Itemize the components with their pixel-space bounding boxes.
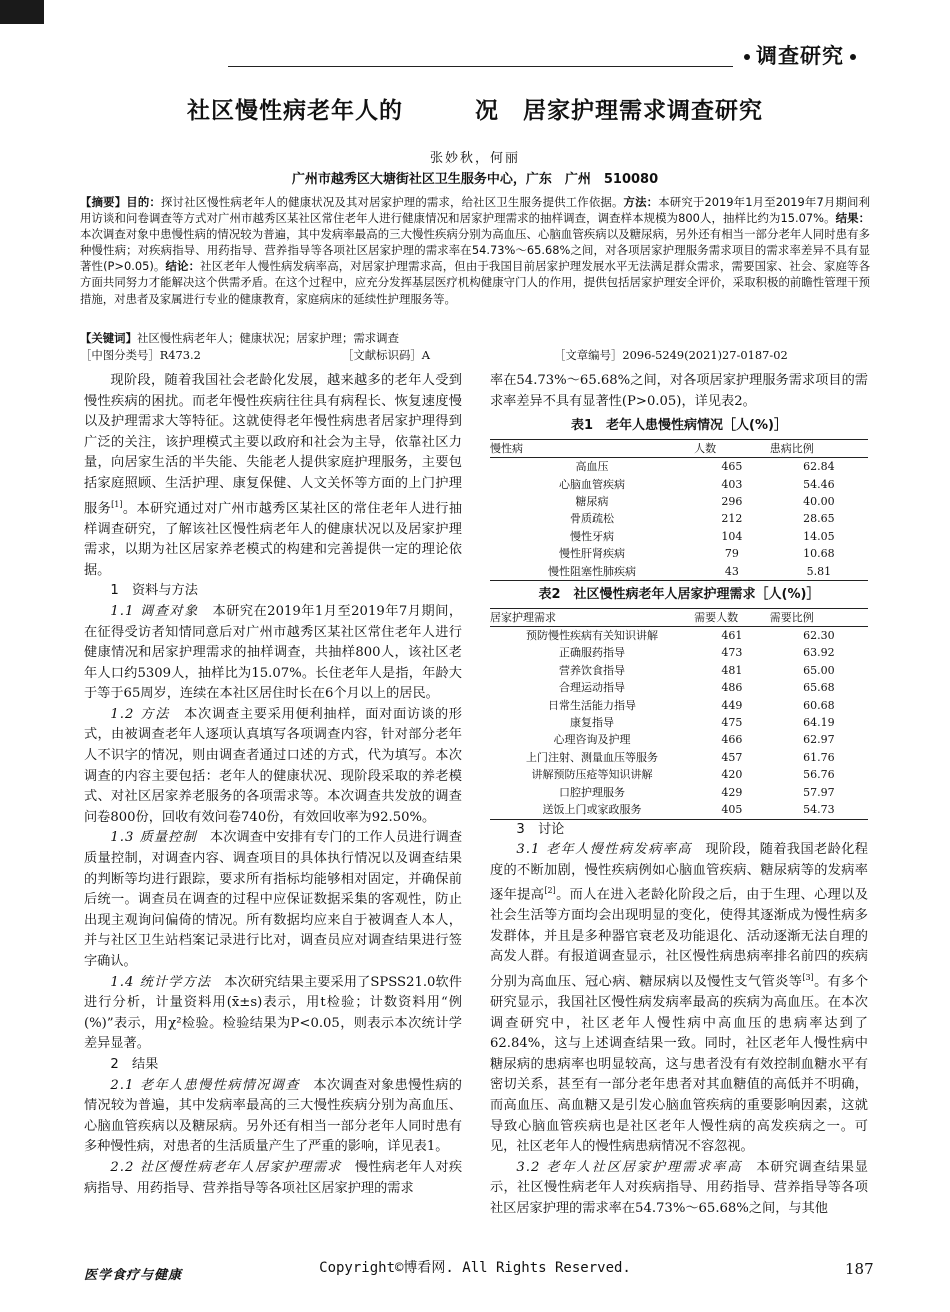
page-number: 187 xyxy=(845,1260,874,1278)
header-rule xyxy=(228,66,733,67)
section-3-1 xyxy=(490,840,868,1158)
bullet-dot-icon xyxy=(850,54,856,60)
section-2-1-label: 2.1 老年人患慢性病情况调查 xyxy=(110,1077,300,1093)
intro-paragraph xyxy=(84,371,462,581)
table-cell: 465 xyxy=(721,460,743,474)
copyright: Copyright©博看网. All Rights Reserved. xyxy=(319,1260,631,1276)
table-cell: 64.19 xyxy=(803,716,835,730)
keywords-label: 【关键词】 xyxy=(80,331,137,345)
section-2-1-text: 本次调查对象患慢性病的情况较为普遍，其中发病率最高的三大慢性疾病分别为高血压、心脑血管疾病以及糖尿病。另外还有相当一部分老年人同时患有多种慢性病，对患者的生活质量产生了严重的影响，详见表1。 xyxy=(84,1077,462,1155)
section-tag xyxy=(738,40,862,70)
section-tag-label: 调查研究 xyxy=(756,44,844,68)
table-row xyxy=(490,458,868,476)
table-2-header-cell: 居家护理需求 xyxy=(490,608,694,626)
table-2-header-cell: 需要比例 xyxy=(770,608,868,626)
ref-3[interactable]: [3] xyxy=(802,973,814,983)
section-3-1-text-c: 。有多个研究显示，我国社区慢性病发病率最高的疾病为高血压。在本次调查研究中，社区老年人慢性病中高血压的患病率达到了62.84%，这与上述调查结果一致。同时，社区老年人慢性病中糖尿病的患病率也明显较高，这与患者没有有效控制血糖水平有密切关系，甚至有一部分老年患者对其血糖值的高低并不明确，而高血压、高血糖又是引发心脑血管疾病的重要影响因素，这就导致心脑血管疾病也是社区老年人慢性病的高发疾病之一。可见，社区老年人的慢性病患病情况不容忽视。 xyxy=(490,974,869,1155)
table-cell: 10.68 xyxy=(803,547,835,561)
clc-number: ［中图分类号］R473.2 xyxy=(80,348,201,362)
table-cell: 429 xyxy=(721,785,743,799)
table-cell: 486 xyxy=(721,681,743,695)
table-cell: 讲解预防压疮等知识讲解 xyxy=(531,768,653,782)
section-3-1-text-b: 。而人在进入老龄化阶段之后，由于生理、心理以及社会生活等方面均会出现明显的变化，使得其逐渐成为慢性病多发群体，并且是多种器官衰老及功能退化、活动逐渐无法自理的高发人群。有报道调查显示，社区慢性病患病率排名前四的疾病分别为高血压、冠心病、糖尿病以及慢性支气管炎等 xyxy=(490,887,869,990)
conclusion-text: 社区老年人慢性病发病率高，对居家护理需求高，但由于我国目前居家护理发展水平无法满足群众需求，需要国家、社会、家庭等各方面共同努力才能解决这个供需矛盾。在这个过程中，应充分发挥基层医疗机构健康守门人的作用，提供包括居家护理安全评价，采取积极的前瞻性管理干预措施，对患者及家属进行专业的健康教育，家庭病床的延续性护理服务等。 xyxy=(80,259,870,306)
conclusion-label: 结论： xyxy=(165,259,201,274)
corner-block xyxy=(0,0,44,24)
heading-discussion: 3 讨论 xyxy=(516,821,565,837)
methods-label: 方法： xyxy=(623,195,659,209)
intro-tail: 。本研究通过对广州市越秀区某社区的常住老年人进行抽样调查研究，了解该社区慢性病老年人的健康状况以及居家护理需求，以期为社区居家养老模式的构建和完善提供一定的理论依据。 xyxy=(84,500,463,578)
table-cell: 57.97 xyxy=(803,785,835,799)
table-cell: 合理运动指导 xyxy=(559,681,626,695)
methods-text: 本研究于2019年1月至2019年7月期间利用访谈和问卷调查等方式对广州市越秀区某社区常住老年人进行健康情况和居家护理需求的抽样调查，调查样本规模为800人，抽样比约为15.07%。 xyxy=(80,195,870,226)
doc-code: ［文献标识码］A xyxy=(342,348,430,362)
table-row xyxy=(490,510,868,527)
section-3-1-text-a: 现阶段，随着我国老龄化程度的不断加剧，慢性疾病例如心脑血管疾病、糖尿病等的发病率逐年提高 xyxy=(490,842,868,903)
table-row xyxy=(490,731,868,748)
table-cell: 慢性阻塞性肺疾病 xyxy=(490,563,694,581)
section-1-3-text: 本次调查中安排有专门的工作人员进行调查质量控制，对调查内容、调查项目的具体执行情况以及调查结果的判断等均进行跟踪，要求所有指标均能够相对固定，并确保前后统一。调查员在调查的过程中应保证数据采集的客观性，防止出现主观询问偏倚的情况。所有数据均应来自于被调查人本人，并与社区卫生站档案记录进行比对，调查员应对调查结果进行签字确认。 xyxy=(84,830,463,970)
table-cell: 预防慢性疾病有关知识讲解 xyxy=(526,629,659,643)
table-cell: 449 xyxy=(721,698,743,712)
table-row xyxy=(490,749,868,766)
table-row xyxy=(490,662,868,679)
table-cell: 慢性肝肾疾病 xyxy=(559,547,626,561)
table-1-caption: 表1 老年人患慢性病情况［人(%)］ xyxy=(571,418,787,434)
table-row xyxy=(490,801,868,819)
table-cell: 296 xyxy=(721,495,743,508)
table-cell: 56.76 xyxy=(803,768,835,782)
section-3-2-text: 本研究调查结果显示，社区慢性病老年人对疾病指导、用药指导、营养指导等各项社区居家护理的需求率在54.73%～65.68%之间，与其他 xyxy=(490,1159,868,1216)
table-cell: 慢性牙病 xyxy=(570,529,615,543)
table-cell: 473 xyxy=(721,646,743,660)
section-2-2-continued: 率在54.73%～65.68%之间，对各项居家护理服务需求项目的需求率差异不具有显著性(P>0.05)，详见表2。 xyxy=(490,373,868,409)
table-2-caption: 表2 社区慢性病老年人居家护理需求［人(%)］ xyxy=(538,587,820,603)
table-cell: 28.65 xyxy=(803,512,835,526)
table-row xyxy=(490,697,868,714)
section-2-1 xyxy=(84,1076,462,1158)
table-row xyxy=(490,784,868,801)
section-2-2-label: 2.2 社区慢性病老年人居家护理需求 xyxy=(110,1159,342,1175)
objective-text: 探讨社区慢性病老年人的健康状况及其对居家护理的需求，给社区卫生服务提供工作依据。 xyxy=(160,195,624,209)
section-1-1 xyxy=(84,602,462,705)
results-text: 本次调查对象中患慢性病的情况较为普遍，其中发病率最高的三大慢性疾病分别为高血压、心脑血管疾病以及糖尿病，另外还有相当一部分老年人同时患有多种慢性病；对疾病指导、用药指导、营养指导等各项社区居家护理的需求率在54.73%～65.68%之间，对各项居家护理服务需求项目的需求率差异不具有显著性(P>0.05)。 xyxy=(80,227,870,274)
table-row xyxy=(490,528,868,545)
section-3-2-label: 3.2 老年人社区居家护理需求率高 xyxy=(516,1159,743,1175)
left-column xyxy=(84,371,462,1199)
heading-methods: 1 资料与方法 xyxy=(110,583,198,599)
table-cell: 54.73 xyxy=(770,801,868,819)
table-cell: 骨质疏松 xyxy=(570,512,615,526)
table-cell: 62.97 xyxy=(803,733,835,747)
table-cell: 104 xyxy=(721,529,743,543)
table-row xyxy=(490,714,868,731)
table-cell: 65.68 xyxy=(803,681,835,695)
abstract xyxy=(80,194,870,307)
section-1-2-text: 本次调查主要采用便利抽样，面对面访谈的形式，由被调查老年人逐项认真填写各项调查内容，针对部分老年人不识字的情况，则由调查者通过口述的方式，代为填写。本次调查的内容主要包括：老年人的健康状况、现阶段采取的养老模式、对社区居家养老服务的各项需求等。本次调查共发放的调查问卷800份，回收有效问卷740份，有效回收率为92.50%。 xyxy=(84,706,462,825)
article-number: ［文章编号］2096-5249(2021)27-0187-02 xyxy=(554,348,788,362)
table-cell: 高血压 xyxy=(575,460,609,474)
table-cell: 43 xyxy=(694,563,770,581)
table-cell: 康复指导 xyxy=(570,716,615,730)
table-row xyxy=(490,766,868,783)
table-2 xyxy=(490,608,868,820)
table-row xyxy=(490,476,868,493)
table-cell: 口腔护理服务 xyxy=(559,785,626,799)
right-column xyxy=(490,371,868,1220)
table-cell: 79 xyxy=(724,547,739,561)
table-cell: 420 xyxy=(721,768,743,782)
table-cell: 63.92 xyxy=(803,646,835,660)
section-1-3-label: 1.3 质量控制 xyxy=(110,830,197,846)
intro-text: 现阶段，随着我国社会老龄化发展，越来越多的老年人受到慢性疾病的困扰。而老年慢性疾病往往具有病程长、恢复速度慢以及护理需求大等特征。这就使得老年慢性病患者居家护理得到广泛的关注，该护理模式主要以政府和社会为主导，依靠社区力量，向居家生活的半失能、失能老人提供家庭护理服务，主要包括家庭照顾、生活护理、康复保健、人文关怀等方面的上门护理服务 xyxy=(84,373,462,516)
table-cell: 54.46 xyxy=(803,477,835,491)
table-cell: 475 xyxy=(721,716,743,730)
table-cell: 212 xyxy=(721,512,743,526)
keywords xyxy=(80,330,870,346)
journal-name: 医学食疗与健康 xyxy=(84,1268,183,1283)
table-cell: 457 xyxy=(721,750,743,764)
authors: 张妙秋，何丽 xyxy=(429,151,520,166)
table-row xyxy=(490,627,868,645)
heading-results: 2 结果 xyxy=(110,1056,159,1072)
section-1-2-label: 1.2 方法 xyxy=(110,706,171,722)
table-cell: 461 xyxy=(721,629,743,643)
section-2-2 xyxy=(84,1158,462,1199)
table-1-header-cell: 患病比例 xyxy=(770,439,868,457)
table-cell: 61.76 xyxy=(803,750,835,764)
table-cell: 62.30 xyxy=(803,629,835,643)
table-cell: 5.81 xyxy=(770,563,868,581)
table-row xyxy=(490,493,868,510)
table-row xyxy=(490,644,868,661)
table-cell: 糖尿病 xyxy=(575,495,609,508)
table-cell: 送饭上门或家政服务 xyxy=(490,801,694,819)
ref-1[interactable]: [1] xyxy=(111,499,123,509)
section-3-2 xyxy=(490,1158,868,1220)
table-cell: 481 xyxy=(721,663,743,677)
table-cell: 466 xyxy=(721,733,743,747)
section-3-1-label: 3.1 老年人慢性病发病率高 xyxy=(516,842,692,858)
table-cell: 正确服药指导 xyxy=(559,646,626,660)
section-1-3 xyxy=(84,828,462,972)
table-1 xyxy=(490,439,868,581)
results-label: 结果： xyxy=(835,211,870,226)
classification-row xyxy=(80,347,870,363)
abstract-label: 【摘要】 xyxy=(80,195,127,209)
table-2-header-cell: 需要人数 xyxy=(694,608,770,626)
section-1-4 xyxy=(84,973,462,1055)
table-cell: 65.00 xyxy=(803,663,835,677)
table-cell: 14.05 xyxy=(803,529,835,543)
section-1-4-text: 本次研究结果主要采用了SPSS21.0软件进行分析，计量资料用(x̄±s)表示，用t检验；计数资料用“例(%)”表示，用χ²检验。检验结果为P<0.05，则表示本次统计学差异显著。 xyxy=(84,974,462,1052)
table-row xyxy=(490,545,868,562)
table-row xyxy=(490,679,868,696)
section-1-4-label: 1.4 统计学方法 xyxy=(110,974,212,990)
section-1-1-label: 1.1 调查对象 xyxy=(110,603,199,619)
section-1-2 xyxy=(84,705,462,829)
section-2-2-text: 慢性病老年人对疾病指导、用药指导、营养指导等各项社区居家护理的需求 xyxy=(84,1159,463,1196)
table-1-header-cell: 人数 xyxy=(694,439,770,457)
table-cell: 405 xyxy=(694,801,770,819)
table-cell: 心理咨询及护理 xyxy=(553,733,631,747)
table-cell: 60.68 xyxy=(803,698,835,712)
table-cell: 62.84 xyxy=(803,460,835,474)
bullet-dot-icon xyxy=(744,54,750,60)
keywords-text: 社区慢性病老年人；健康状况；居家护理；需求调查 xyxy=(136,331,399,345)
table-cell: 营养饮食指导 xyxy=(559,663,626,677)
section-1-1-text: 本研究在2019年1月至2019年7月期间，在征得受访者知情同意后对广州市越秀区某社区常住老年人进行健康情况和居家护理需求的抽样调查，共抽样800人，该社区老年人口约5309人，抽样比为15.07%。长住老年人是指，年龄大于等于65周岁，连续在本社区居住时长在6个月以上的居民。 xyxy=(84,603,463,702)
table-row xyxy=(490,563,868,581)
affiliation: 广州市越秀区大塘街社区卫生服务中心，广东 广州 510080 xyxy=(291,172,659,187)
table-cell: 40.00 xyxy=(803,495,835,508)
table-cell: 心脑血管疾病 xyxy=(559,477,626,491)
table-cell: 上门注射、测量血压等服务 xyxy=(526,750,659,764)
table-1-header-cell: 慢性病 xyxy=(490,439,694,457)
table-cell: 403 xyxy=(721,477,743,491)
table-cell: 日常生活能力指导 xyxy=(548,698,637,712)
paper-title: 社区慢性病老年人的 况 居家护理需求调查研究 xyxy=(187,98,763,124)
objective-label: 目的： xyxy=(126,195,161,209)
ref-2[interactable]: [2] xyxy=(544,886,556,896)
